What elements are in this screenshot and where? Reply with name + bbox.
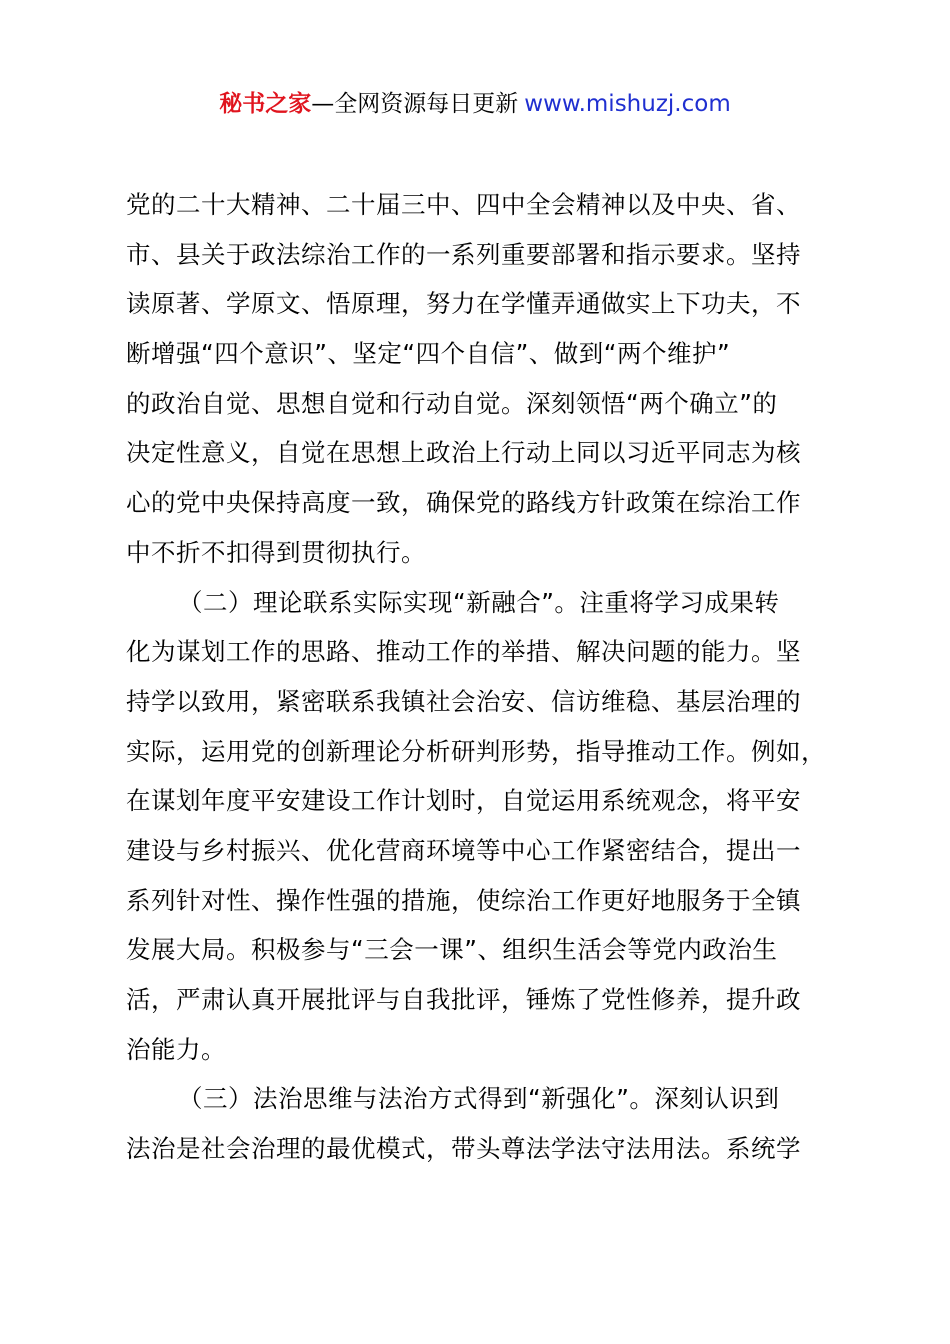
text-line: 发展大局。积极参与“三会一课”、组织生活会等党内政治生 bbox=[126, 935, 778, 965]
text-line: 的政治自觉、思想自觉和行动自觉。深刻领悟“两个确立”的 bbox=[126, 388, 778, 418]
text-line: 建设与乡村振兴、优化营商环境等中心工作紧密结合，提出一 bbox=[126, 835, 801, 865]
text-line: 市、县关于政法综治工作的一系列重要部署和指示要求。坚持 bbox=[126, 239, 801, 269]
text-line: 法治是社会治理的最优模式，带头尊法学法守法用法。系统学 bbox=[126, 1134, 801, 1164]
text-line: 活，严肃认真开展批评与自我批评，锤炼了党性修养，提升政 bbox=[126, 985, 801, 1014]
text-line: 治能力。 bbox=[126, 1034, 226, 1064]
text-line: 中不折不扣得到贯彻执行。 bbox=[126, 537, 426, 567]
text-line: 党的二十大精神、二十届三中、四中全会精神以及中央、省、 bbox=[126, 190, 801, 219]
brand-name: 秘书之家 bbox=[219, 91, 312, 117]
text-line: 系列针对性、操作性强的措施，使综治工作更好地服务于全镇 bbox=[126, 885, 801, 915]
text-line: 在谋划年度平安建设工作计划时，自觉运用系统观念，将平安 bbox=[126, 786, 801, 816]
section-heading-line: （三）法治思维与法治方式得到“新强化”。深刻认识到 bbox=[178, 1084, 780, 1114]
header-tagline: —全网资源每日更新 bbox=[311, 91, 519, 117]
text-line: 心的党中央保持高度一致，确保党的路线方针政策在综治工作 bbox=[126, 488, 801, 518]
section-heading-line: （二）理论联系实际实现“新融合”。注重将学习成果转 bbox=[178, 587, 780, 617]
page-header bbox=[0, 86, 950, 122]
text-line: 断增强“四个意识”、坚定“四个自信”、做到“两个维护” bbox=[126, 339, 731, 369]
text-line: 化为谋划工作的思路、推动工作的举措、解决问题的能力。坚 bbox=[126, 637, 801, 667]
text-line: 读原著、学原文、悟原理，努力在学懂弄通做实上下功夫，不 bbox=[126, 289, 801, 319]
text-line: 持学以致用，紧密联系我镇社会治安、信访维稳、基层治理的 bbox=[126, 686, 801, 716]
text-line: 决定性意义，自觉在思想上政治上行动上同以习近平同志为核 bbox=[126, 438, 801, 468]
site-url-link[interactable]: www.mishuzj.com bbox=[524, 91, 731, 117]
text-line: 实际，运用党的创新理论分析研判形势，指导推动工作。例如， bbox=[126, 736, 826, 766]
document-body bbox=[126, 180, 846, 1174]
